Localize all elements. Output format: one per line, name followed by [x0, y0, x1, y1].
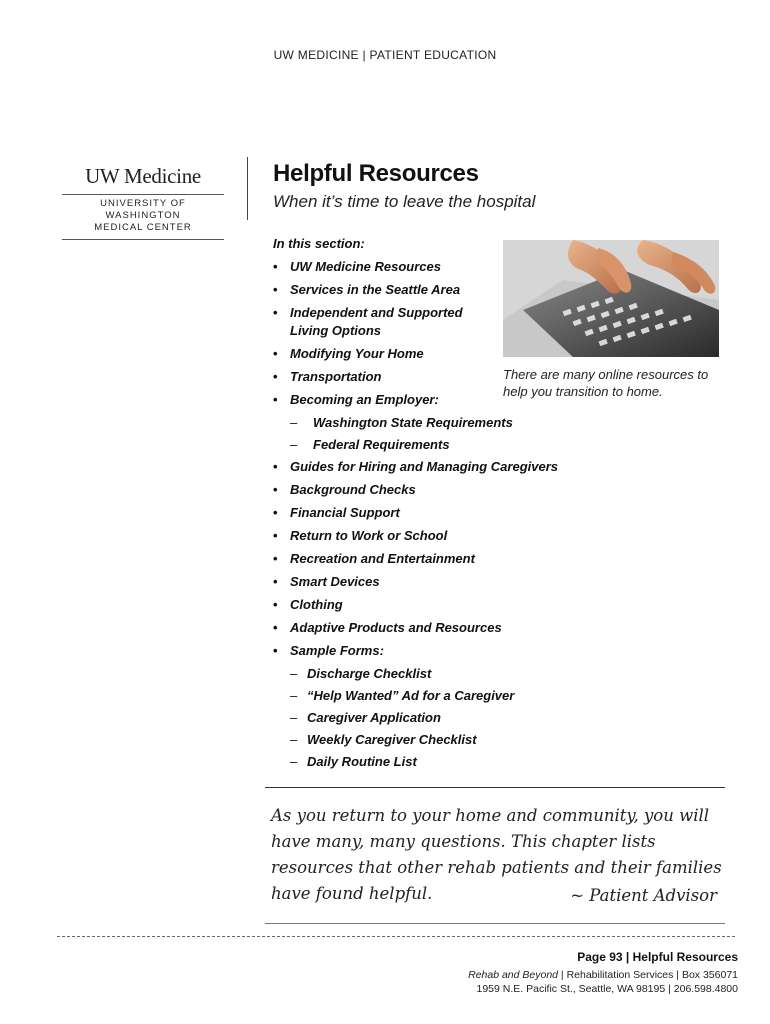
- header-divider: [247, 157, 248, 220]
- page-title: Helpful Resources: [273, 160, 479, 187]
- list-item: • Background Checks: [273, 481, 500, 499]
- list-item: • Adaptive Products and Resources: [273, 619, 550, 637]
- list-item: • Services in the Seattle Area: [273, 281, 500, 299]
- logo-line-1: UNIVERSITY OF WASHINGTON: [100, 198, 186, 221]
- sub-list-item: – Washington State Requirements: [273, 414, 590, 432]
- list-item: • Becoming an Employer:: [273, 391, 500, 409]
- footer-publication: Rehab and Beyond: [468, 969, 559, 981]
- sub-list-item: – Caregiver Application: [273, 709, 590, 727]
- laptop-typing-photo: [503, 240, 719, 357]
- sub-list-item: – Weekly Caregiver Checklist: [273, 731, 590, 749]
- patient-quote: As you return to your home and community, you will have many, many questions. This chapter lists resources that other rehab patients and their families have found helpful.: [271, 806, 722, 903]
- sub-list-item: – “Help Wanted” Ad for a Caregiver: [273, 687, 590, 705]
- divider-bottom: [265, 923, 725, 924]
- photo-caption: There are many online resources to help you transition to home.: [503, 367, 709, 399]
- sub-list-item: – Discharge Checklist: [273, 665, 590, 683]
- list-item: • Financial Support: [273, 504, 500, 522]
- laptop-keyboard-icon: [503, 240, 719, 357]
- header-series-label: UW MEDICINE | PATIENT EDUCATION: [273, 48, 497, 62]
- divider-top: [265, 787, 725, 788]
- list-item: • Modifying Your Home: [273, 345, 500, 363]
- footer-rule: [57, 936, 735, 937]
- logo-subtitle: [62, 195, 224, 240]
- footer-page-label: Page 93 | Helpful Resources: [577, 950, 738, 964]
- list-item: • Guides for Hiring and Managing Caregivers: [273, 458, 590, 476]
- page-subtitle: When it’s time to leave the hospital: [273, 192, 536, 211]
- list-item: • Transportation: [273, 368, 500, 386]
- list-item: • Sample Forms:: [273, 642, 500, 660]
- footer-org: | Rehabilitation Services | Box 356071: [558, 969, 738, 981]
- footer-street: 1959 N.E. Pacific St., Seattle, WA 98195 | 206.598.4800: [476, 983, 738, 995]
- list-item: • Smart Devices: [273, 573, 500, 591]
- list-item: • Recreation and Entertainment: [273, 550, 500, 568]
- list-item: • Independent and Supported Living Options: [273, 304, 480, 340]
- section-label: In this section:: [273, 236, 365, 251]
- quote-attribution: ~ Patient Advisor: [570, 886, 717, 905]
- logo-line-2: MEDICAL CENTER: [94, 222, 192, 233]
- logo-name: UW Medicine: [62, 164, 224, 195]
- footer-address: [468, 968, 738, 996]
- list-item: • UW Medicine Resources: [273, 258, 500, 276]
- sub-list-item: – Daily Routine List: [273, 753, 590, 771]
- list-item: • Return to Work or School: [273, 527, 500, 545]
- sub-list-item: – Federal Requirements: [273, 436, 590, 454]
- uw-medicine-logo: [62, 164, 224, 240]
- list-item: • Clothing: [273, 596, 500, 614]
